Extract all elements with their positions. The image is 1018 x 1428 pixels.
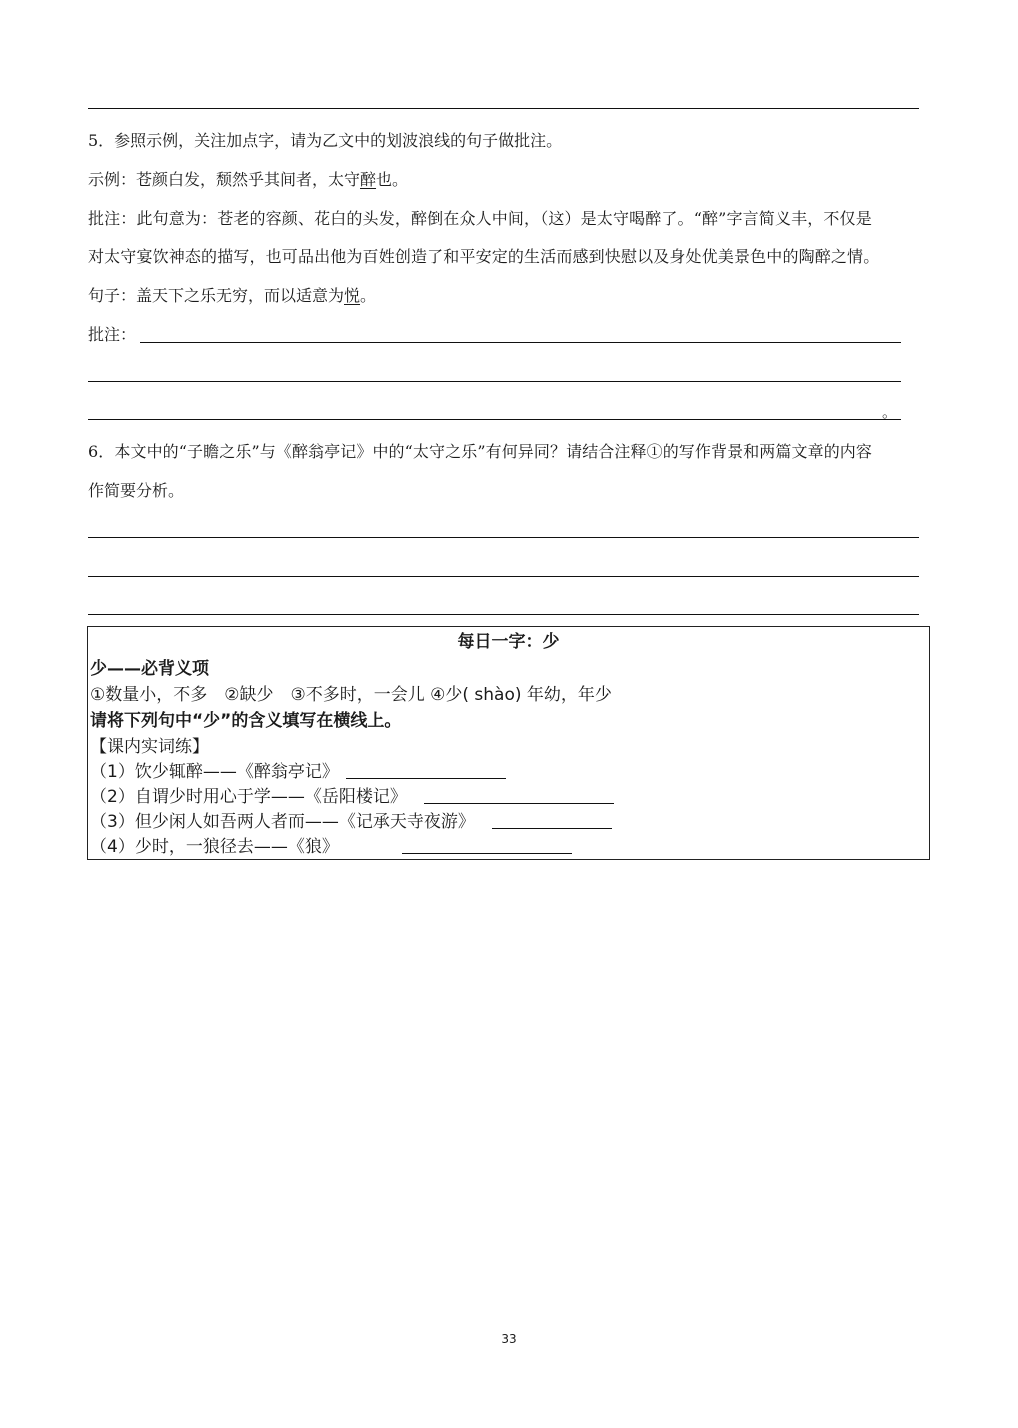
- exercise-item-4-text: （4）少时，一狼径去——《狼》: [90, 837, 339, 857]
- daily-word-heading: 少——必背义项: [90, 659, 209, 679]
- question-6-line-1: 6．本文中的“子瞻之乐”与《醉翁亭记》中的“太守之乐”有何异同？请结合注释①的写作背景和两篇文章的内容: [88, 442, 872, 461]
- answer-line-q5-1[interactable]: [140, 342, 901, 343]
- target-sentence: [88, 286, 376, 306]
- answer-line[interactable]: [88, 108, 919, 109]
- answer-line-q6-2[interactable]: [88, 576, 919, 577]
- daily-word-meanings: ①数量小，不多 ②缺少 ③不多时，一会儿 ④少( shào) 年幼，年少: [90, 685, 612, 705]
- daily-word-title: 每日一字：少: [457, 632, 560, 652]
- note-line-1: 批注：此句意为：苍老的容颜、花白的头发，醉倒在众人中间，（这）是太守喝醉了。“醉”字言简义丰，不仅是: [88, 209, 872, 228]
- example-dotted-word: 醉: [360, 170, 377, 189]
- exercise-item-3: [90, 811, 612, 833]
- exercise-blank-2[interactable]: [424, 787, 614, 804]
- answer-line-q5-3[interactable]: [88, 419, 901, 420]
- exercise-item-3-text: （3）但少闲人如吾两人者而——《记承天寺夜游》: [90, 812, 475, 832]
- daily-word-instruction: 请将下列句中“少”的含义填写在横线上。: [90, 711, 402, 731]
- answer-line-q6-3[interactable]: [88, 614, 919, 615]
- page-number: 33: [501, 1332, 517, 1346]
- exercise-item-4: [90, 836, 572, 858]
- daily-word-box: [87, 626, 930, 860]
- answer-label: 批注：: [88, 325, 137, 344]
- exercise-item-1: [90, 761, 506, 783]
- daily-word-section: 【课内实词练】: [90, 737, 209, 757]
- exercise-blank-1[interactable]: [346, 762, 506, 779]
- answer-line-q5-2[interactable]: [88, 381, 901, 382]
- exercise-blank-4[interactable]: [402, 837, 572, 854]
- exercise-item-1-text: （1）饮少辄醉——《醉翁亭记》: [90, 762, 339, 782]
- exercise-blank-3[interactable]: [492, 812, 612, 829]
- sentence-dotted-word: 悦: [344, 286, 361, 305]
- example-prefix: 示例：苍颜白发，颓然乎其间者，太守: [88, 170, 361, 189]
- exercise-item-2-text: （2）自谓少时用心于学——《岳阳楼记》: [90, 787, 407, 807]
- example-sentence: [88, 170, 408, 190]
- exercise-item-2: [90, 786, 614, 808]
- note-line-2: 对太守宴饮神态的描写，也可品出他为百姓创造了和平安定的生活而感到快慰以及身处优美景色中的陶醉之情。: [88, 247, 880, 266]
- question-6-line-2: 作简要分析。: [88, 481, 185, 500]
- answer-line-q6-1[interactable]: [88, 537, 919, 538]
- example-suffix: 也。: [376, 170, 409, 189]
- sentence-prefix: 句子：盖天下之乐无穷，而以适意为: [88, 286, 345, 305]
- sentence-suffix: 。: [360, 286, 377, 305]
- end-period: 。: [882, 403, 898, 421]
- question-5: 5．参照示例，关注加点字，请为乙文中的划波浪线的句子做批注。: [88, 131, 563, 150]
